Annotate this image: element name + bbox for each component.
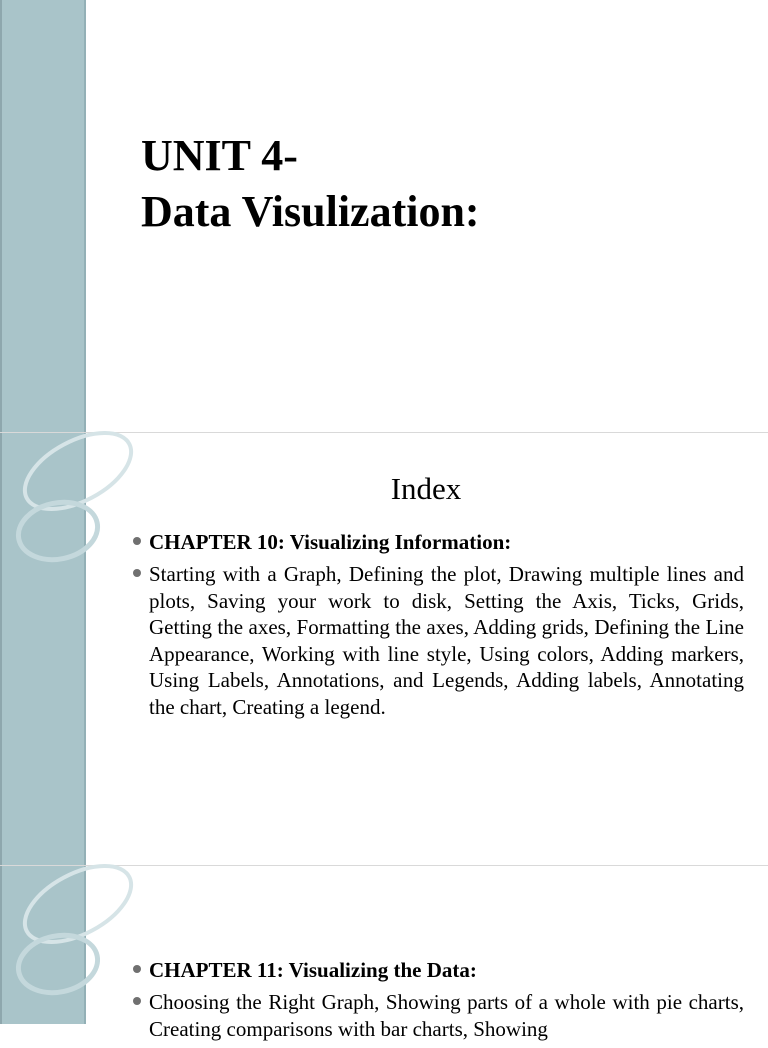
index-heading: Index <box>390 471 462 506</box>
bullet-dot-icon <box>133 569 141 577</box>
slide-sidebar <box>0 0 86 432</box>
chapter-list <box>130 529 744 726</box>
chapter-title: CHAPTER 11: Visualizing the Data: <box>149 958 477 982</box>
bullet-dot-icon <box>133 965 141 973</box>
sidebar-edge <box>0 0 2 432</box>
chapter-list <box>130 957 744 1048</box>
chapter-topics: Choosing the Right Graph, Showing parts of a whole with pie charts, Creating comparisons with bar charts, Showing <box>149 990 744 1041</box>
ring-decoration-icon <box>0 433 84 865</box>
bullet-dot-icon <box>133 997 141 1005</box>
list-item <box>130 561 744 720</box>
slide-index <box>0 433 768 865</box>
slide-title-text <box>141 128 480 240</box>
list-item <box>130 529 744 555</box>
chapter-title: CHAPTER 10: Visualizing Information: <box>149 530 512 554</box>
slide-chapter-11 <box>0 866 768 1041</box>
chapter-topics: Starting with a Graph, Defining the plot, Drawing multiple lines and plots, Saving your work to disk, Setting the Axis, Ticks, Grids, Getting the axes, Formatting the axes, Adding grids, Defining the Line Appearance, Working with line style, Using colors, Adding markers, Using Labels, Annotations, and Legends, Adding labels, Annotating the chart, Creating a legend. <box>149 562 744 719</box>
bullet-dot-icon <box>133 537 141 545</box>
list-item <box>130 957 744 983</box>
slide-sidebar <box>0 866 86 1024</box>
list-item <box>130 989 744 1042</box>
title-line-topic: Data Visulization: <box>141 187 480 236</box>
slide-title <box>0 0 768 432</box>
ring-decoration-icon <box>0 866 84 1024</box>
slide-sidebar <box>0 433 86 865</box>
title-line-unit: UNIT 4- <box>141 131 298 180</box>
